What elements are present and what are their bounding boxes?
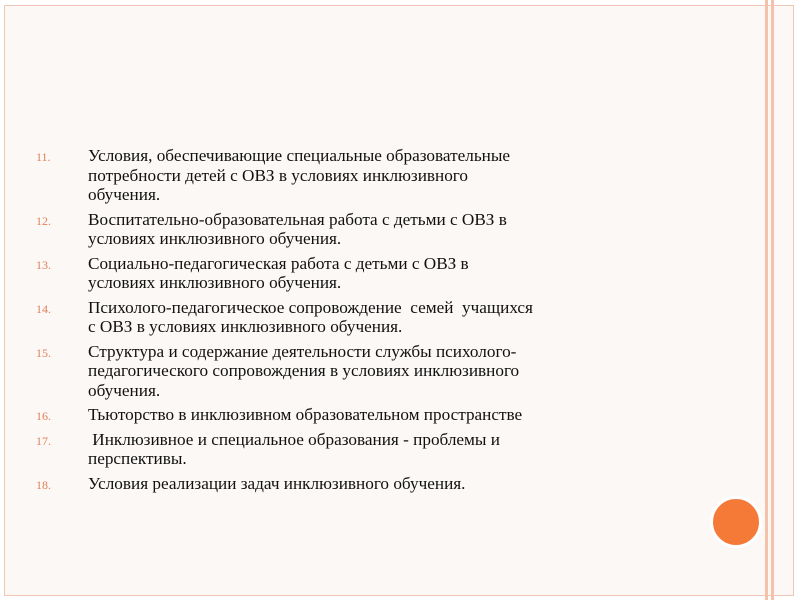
item-number: 18. xyxy=(36,477,51,492)
item-number: 11. xyxy=(36,150,51,164)
list-item xyxy=(36,405,686,425)
list-item xyxy=(36,254,686,293)
item-text: Инклюзивное и специальное образования - проблемы и перспективы. xyxy=(88,429,500,468)
item-number: 16. xyxy=(36,409,51,423)
item-text: Социально-педагогическая работа с детьми с ОВЗ в условиях инклюзивного обучения. xyxy=(88,253,469,292)
item-text: Условия реализации задач инклюзивного обучения. xyxy=(88,473,466,493)
orange-circle-decoration xyxy=(710,496,762,548)
item-text: Тьюторство в инклюзивном образовательном пространстве xyxy=(88,405,523,424)
item-text: Психолого-педагогическое сопровождение семей учащихся с ОВЗ в условиях инклюзивного обучения. xyxy=(88,297,533,336)
list-item xyxy=(36,210,686,249)
item-number: 15. xyxy=(36,345,51,360)
list-item xyxy=(36,474,686,494)
topic-list xyxy=(36,146,686,493)
list-item xyxy=(36,298,686,337)
item-number: 17. xyxy=(36,433,51,448)
item-number: 13. xyxy=(36,257,51,272)
item-text: Воспитательно-образовательная работа с детьми с ОВЗ в условиях инклюзивного обучения. xyxy=(88,209,507,248)
item-number: 14. xyxy=(36,301,51,316)
item-text: Условия, обеспечивающие специальные образовательные потребности детей с ОВЗ в условиях инклюзивного обучения. xyxy=(88,146,511,204)
item-number: 12. xyxy=(36,213,51,228)
item-text: Структура и содержание деятельности службы психолого- педагогического сопровождения в условиях инклюзивного обучения. xyxy=(88,341,520,400)
list-item xyxy=(36,146,686,205)
list-item xyxy=(36,430,686,469)
decorative-rail-left xyxy=(765,0,768,600)
decorative-rail-right xyxy=(771,0,774,600)
list-item xyxy=(36,342,686,401)
slide-content xyxy=(36,146,686,498)
